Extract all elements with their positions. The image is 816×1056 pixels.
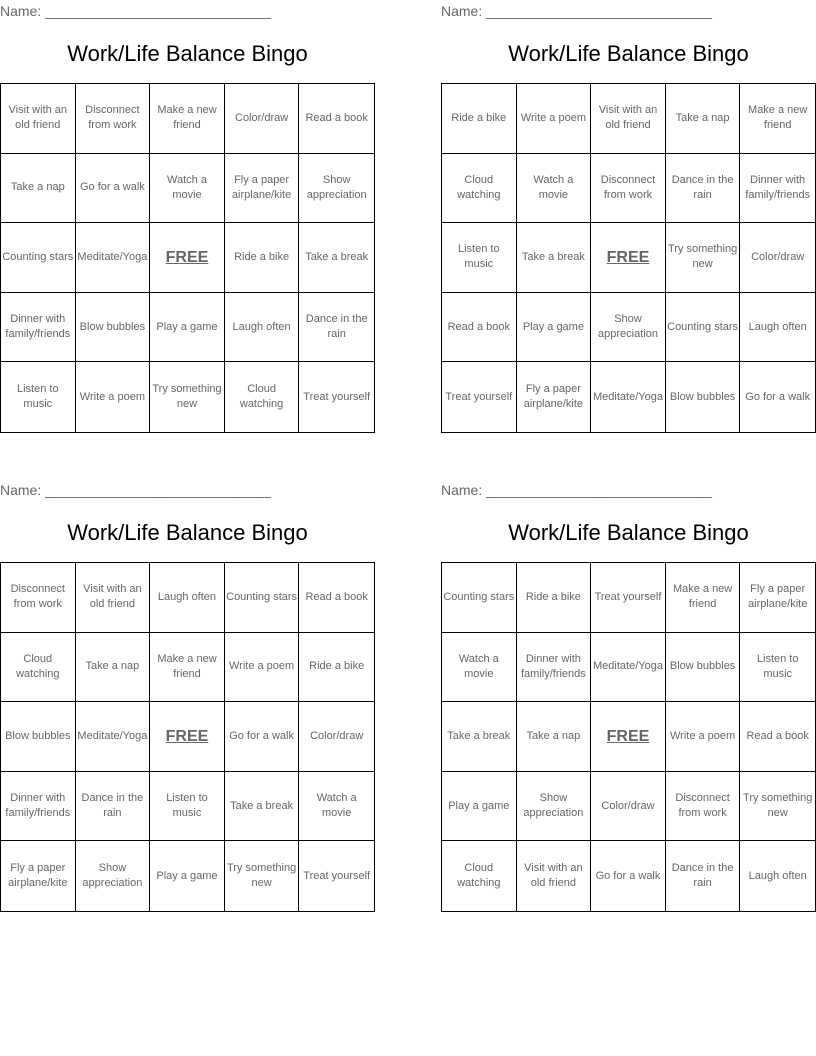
- bingo-cell: Visit with an old friend: [517, 841, 592, 911]
- bingo-cell: Watch a movie: [442, 633, 517, 703]
- bingo-cell: Make a new friend: [666, 563, 741, 633]
- bingo-cell: Take a break: [299, 223, 374, 293]
- bingo-cell: Blow bubbles: [666, 362, 741, 432]
- card-title: Work/Life Balance Bingo: [508, 520, 749, 545]
- bingo-cell: Laugh often: [150, 563, 225, 633]
- bingo-cell: Listen to music: [442, 223, 517, 293]
- bingo-cell: Try something new: [666, 223, 741, 293]
- bingo-cell: Take a nap: [76, 633, 151, 703]
- bingo-cell: Write a poem: [517, 84, 592, 154]
- bingo-cell: Make a new friend: [740, 84, 815, 154]
- bingo-cell: Fly a paper airplane/kite: [517, 362, 592, 432]
- bingo-cell: Listen to music: [150, 772, 225, 842]
- card-title: Work/Life Balance Bingo: [67, 41, 308, 66]
- bingo-cell: Ride a bike: [517, 563, 592, 633]
- bingo-cell: Ride a bike: [299, 633, 374, 703]
- bingo-cell: Dinner with family/friends: [1, 293, 76, 363]
- bingo-cell: Disconnect from work: [591, 154, 666, 224]
- free-space-cell: FREE: [591, 702, 666, 772]
- bingo-cell: Write a poem: [76, 362, 151, 432]
- bingo-cell: Ride a bike: [442, 84, 517, 154]
- bingo-cell: Disconnect from work: [1, 563, 76, 633]
- bingo-cell: Fly a paper airplane/kite: [225, 154, 300, 224]
- bingo-cell: Color/draw: [740, 223, 815, 293]
- bingo-cell: Watch a movie: [517, 154, 592, 224]
- bingo-cell: Take a nap: [1, 154, 76, 224]
- bingo-cell: Try something new: [150, 362, 225, 432]
- bingo-cell: Play a game: [442, 772, 517, 842]
- bingo-grid: [0, 562, 375, 912]
- bingo-cell: Try something new: [225, 841, 300, 911]
- free-space-cell: FREE: [591, 223, 666, 293]
- bingo-cell: Dinner with family/friends: [517, 633, 592, 703]
- bingo-cell: Counting stars: [1, 223, 76, 293]
- bingo-cell: Fly a paper airplane/kite: [740, 563, 815, 633]
- bingo-cell: Visit with an old friend: [591, 84, 666, 154]
- bingo-cell: Visit with an old friend: [76, 563, 151, 633]
- bingo-cell: Read a book: [740, 702, 815, 772]
- bingo-grid: [441, 83, 816, 433]
- free-space-cell: FREE: [150, 702, 225, 772]
- bingo-cell: Ride a bike: [225, 223, 300, 293]
- bingo-cell: Play a game: [150, 841, 225, 911]
- bingo-cell: Dance in the rain: [299, 293, 374, 363]
- bingo-cell: Color/draw: [591, 772, 666, 842]
- card-title: Work/Life Balance Bingo: [67, 520, 308, 545]
- bingo-cell: Listen to music: [740, 633, 815, 703]
- bingo-cell: Laugh often: [740, 293, 815, 363]
- bingo-cell: Write a poem: [225, 633, 300, 703]
- bingo-cell: Counting stars: [666, 293, 741, 363]
- bingo-cell: Go for a walk: [745, 390, 811, 403]
- bingo-cell: Visit with an old friend: [1, 84, 76, 154]
- bingo-cell: Fly a paper airplane/kite: [1, 841, 76, 911]
- bingo-cell: Write a poem: [666, 702, 741, 772]
- bingo-cell: Disconnect from work: [76, 84, 151, 154]
- bingo-cell: Treat yourself: [591, 563, 666, 633]
- bingo-cell: Go for a walk: [225, 702, 300, 772]
- bingo-cell: Cloud watching: [442, 841, 517, 911]
- bingo-cell: Try something new: [740, 772, 815, 842]
- bingo-cell: Show appreciation: [76, 841, 151, 911]
- bingo-cell: Meditate/Yoga: [591, 633, 666, 703]
- bingo-cell: Take a nap: [666, 84, 741, 154]
- bingo-cell: Dance in the rain: [76, 772, 151, 842]
- bingo-cell: Play a game: [517, 293, 592, 363]
- name-field: Name: _____________________________: [0, 3, 271, 19]
- bingo-cell: Show appreciation: [591, 293, 666, 363]
- name-field: Name: _____________________________: [0, 482, 271, 498]
- bingo-cell: Make a new friend: [150, 84, 225, 154]
- bingo-cell: Make a new friend: [150, 633, 225, 703]
- bingo-cell: Show appreciation: [517, 772, 592, 842]
- bingo-cell: Dinner with family/friends: [1, 772, 76, 842]
- bingo-cell: Cloud watching: [225, 362, 300, 432]
- bingo-cell: Listen to music: [1, 362, 76, 432]
- bingo-cell: Disconnect from work: [666, 772, 741, 842]
- bingo-cell: Watch a movie: [150, 154, 225, 224]
- bingo-cell: Cloud watching: [442, 154, 517, 224]
- bingo-cell: Take a break: [517, 223, 592, 293]
- bingo-cell: Cloud watching: [1, 633, 76, 703]
- bingo-cell: Dance in the rain: [666, 841, 741, 911]
- bingo-cell: Watch a movie: [299, 772, 374, 842]
- bingo-cell: Meditate/Yoga: [76, 223, 151, 293]
- bingo-cell: Treat yourself: [442, 362, 517, 432]
- free-space-cell: FREE: [150, 223, 225, 293]
- bingo-cell: Dance in the rain: [666, 154, 741, 224]
- bingo-cell: Blow bubbles: [76, 293, 151, 363]
- bingo-cell: Counting stars: [442, 563, 517, 633]
- card-title: Work/Life Balance Bingo: [508, 41, 749, 66]
- bingo-cell: Read a book: [299, 84, 374, 154]
- bingo-cell: Play a game: [150, 293, 225, 363]
- bingo-grid: [441, 562, 816, 912]
- bingo-cell: Color/draw: [299, 702, 374, 772]
- bingo-cell: Show appreciation: [299, 154, 374, 224]
- bingo-cell: Blow bubbles: [666, 633, 741, 703]
- bingo-cell: Blow bubbles: [1, 702, 76, 772]
- bingo-cell: Go for a walk: [591, 841, 666, 911]
- bingo-cell: Meditate/Yoga: [76, 702, 151, 772]
- bingo-cell: Laugh often: [748, 869, 807, 882]
- bingo-cell: Take a break: [225, 772, 300, 842]
- bingo-cell: Treat yourself: [303, 390, 371, 403]
- name-field: Name: _____________________________: [441, 482, 712, 498]
- bingo-cell: Go for a walk: [76, 154, 151, 224]
- name-field: Name: _____________________________: [441, 3, 712, 19]
- bingo-cell: Take a nap: [517, 702, 592, 772]
- bingo-cell: Counting stars: [225, 563, 300, 633]
- bingo-cell: Read a book: [442, 293, 517, 363]
- bingo-cell: Take a break: [442, 702, 517, 772]
- bingo-cell: Dinner with family/friends: [740, 154, 815, 224]
- bingo-cell: Laugh often: [225, 293, 300, 363]
- bingo-cell: Meditate/Yoga: [591, 362, 666, 432]
- bingo-cell: Read a book: [299, 563, 374, 633]
- bingo-cell: Color/draw: [225, 84, 300, 154]
- bingo-cell: Treat yourself: [303, 869, 371, 882]
- bingo-grid: [0, 83, 375, 433]
